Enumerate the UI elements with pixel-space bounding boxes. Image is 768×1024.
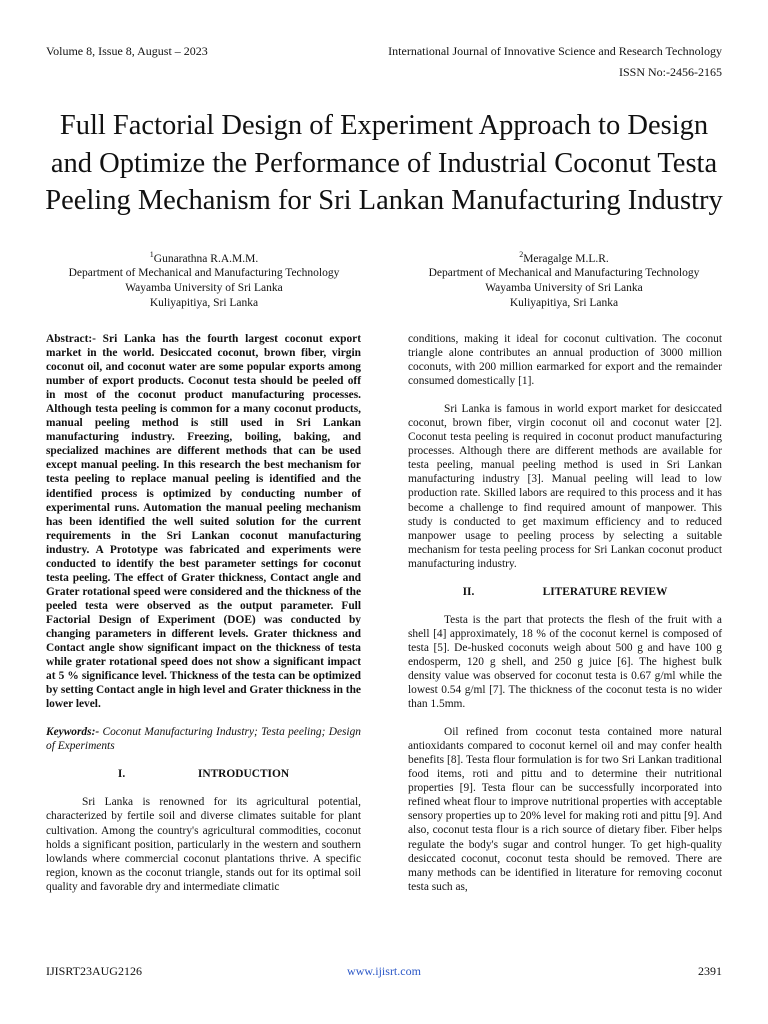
keywords <box>46 725 361 753</box>
author-block-2 <box>408 248 720 310</box>
literature-paragraph-1: Testa is the part that protects the flesh of the fruit with a shell [4] approximately, 18 % of the coconut kernel is composed of testa [5]. De-husked coconuts weigh about 500 g and have 100 g endosperm, 120 g shell, and 250 g juice [6]. The highest bulk density value was observed for coconut testa is 0.67 g/ml while the lowest 0.54 g/ml [7]. The thickness of the coconut testa is no wider than 1.5mm. <box>408 613 722 711</box>
footer-url-link[interactable]: www.ijisrt.com <box>347 964 421 978</box>
author-1-name: Gunarathna R.A.M.M. <box>153 252 259 265</box>
author-2-affil-mark: 2 <box>519 250 524 259</box>
abstract: Abstract:- Sri Lanka has the fourth largest coconut export market in the world. Desiccated coconut, brown fiber, virgin coconut oil, and coconut water are some popular exports among number of export products. Coconut testa should be peeled off in most of the coconut product manufacturing processes. Although testa peeling is common for a many coconut products, manual peeling method is still used in Sri Lankan manufacturing industry. Freezing, boiling, baking, and specialized machines are different methods that can be used except manual peeling. In this research the best mechanism for testa peeling to replace manual peeling is identified and the identified process is optimized by conducting number of experimental runs. Automation the manual peeling mechanism has been identified the well suited solution for the current requirements in the Sri Lankan coconut manufacturing industry. A Prototype was fabricated and experiments were conducted to identify the best parameter settings for coconut testa peeling. The effect of Grater thickness, Contact angle and Grater rotational speed were considered and the thickness of the peeled testa were observed as the output parameter. Full Factorial Design of Experiment (DOE) was conducted by changing parameters in different levels. Grater thickness and Contact angle show significant impact on the thickness of testa while grater rotational speed does not show a significant impact at 5 % significance level. Thickness of the testa can be optimized by setting Contact angle in high level and Grater thickness in the lower level. <box>46 333 361 711</box>
author-1-location: Kuliyapitiya, Sri Lanka <box>149 296 259 309</box>
intro-paragraph-1: Sri Lanka is renowned for its agricultural potential, characterized by fertile soil and diverse climates suitable for plant cultivation. Among the country's agricultural commodities, coconut holds a significant position, particularly in the western and southern lowlands where commercial coconut plantations thrive. A specific region, known as the coconut triangle, stands out for its optimal soil quality and favorable dry and intermediate climatic <box>46 796 361 893</box>
literature-paragraph-2: Oil refined from coconut testa contained more natural antioxidants compared to coconut kernel oil and may confer health benefits [8]. Testa flour formulation is for two Sri Lankan traditional food items, roti and pittu and to determine their nutritional properties [9]. Testa flour can be successfully incorporated into refined wheat flour to improve nutritional properties with acceptable sensory properties up to 20% level for making roti and pittu [9]. And also, coconut testa flour is a rich source of dietary fiber. Fiber helps regulate the body's sugar and control hunger. To get high-quality desiccated coconut, coconut testa should be removed. There are many methods can be identified in literature for removing coconut testa such as, <box>408 726 722 893</box>
intro-paragraph-2: Sri Lanka is famous in world export market for desiccated coconut, brown fiber, virgin coconut oil and coconut water [2]. Coconut testa peeling is required in coconut product manufacturing processes. Although there are different methods are available for testa peeling, manual peeling method is used in Sri Lankan manufacturing industry [3]. Manual peeling will lead to low production rate. Skilled labors are required to this process and it has become a challenge to find required amount of manpower. This study is conducted to get maximum efficiency and to reduced manpower usage to peeling process by selecting a suitable mechanism for testa peeling process for Sri Lankan coconut product manufacturing industry. <box>408 403 722 570</box>
intro-paragraph-1-continued: conditions, making it ideal for coconut cultivation. The coconut triangle alone contributes an annual production of 3000 million coconuts, with 200 million earmarked for export and the remainder consumed domestically [1]. <box>408 333 722 388</box>
section-heading-introduction <box>46 767 361 781</box>
section-number: I. <box>117 768 126 781</box>
section-number: II. <box>462 585 475 598</box>
header-volume: Volume 8, Issue 8, August – 2023 <box>46 44 208 58</box>
keywords-text: Coconut Manufacturing Industry; Testa peeling; Design of Experiments <box>46 726 361 753</box>
author-1-dept: Department of Mechanical and Manufacturing Technology <box>68 267 340 280</box>
author-2-location: Kuliyapitiya, Sri Lanka <box>509 296 619 309</box>
section-heading-literature-review <box>408 585 722 599</box>
right-column <box>408 332 722 894</box>
footer-paper-code: IJISRT23AUG2126 <box>46 964 142 978</box>
author-1-univ: Wayamba University of Sri Lanka <box>125 282 283 295</box>
paper-title: Full Factorial Design of Experiment Approach to Design and Optimize the Performance of Industrial Coconut Testa Peeling Mechanism for Sri Lankan Manufacturing Industry <box>45 110 723 217</box>
header-journal: International Journal of Innovative Science and Research Technology <box>388 44 722 58</box>
author-2-dept: Department of Mechanical and Manufacturing Technology <box>428 267 700 280</box>
section-title: LITERATURE REVIEW <box>542 585 668 598</box>
author-1-affil-mark: 1 <box>149 250 154 259</box>
author-block-1 <box>46 248 362 310</box>
left-column <box>46 332 361 894</box>
author-2-name: Meragalge M.L.R. <box>523 252 609 265</box>
footer-page-number: 2391 <box>698 964 722 978</box>
header-issn: ISSN No:-2456-2165 <box>618 65 722 79</box>
keywords-label: Keywords:- <box>46 726 100 739</box>
author-2-univ: Wayamba University of Sri Lanka <box>485 282 643 295</box>
section-title: INTRODUCTION <box>197 768 290 781</box>
